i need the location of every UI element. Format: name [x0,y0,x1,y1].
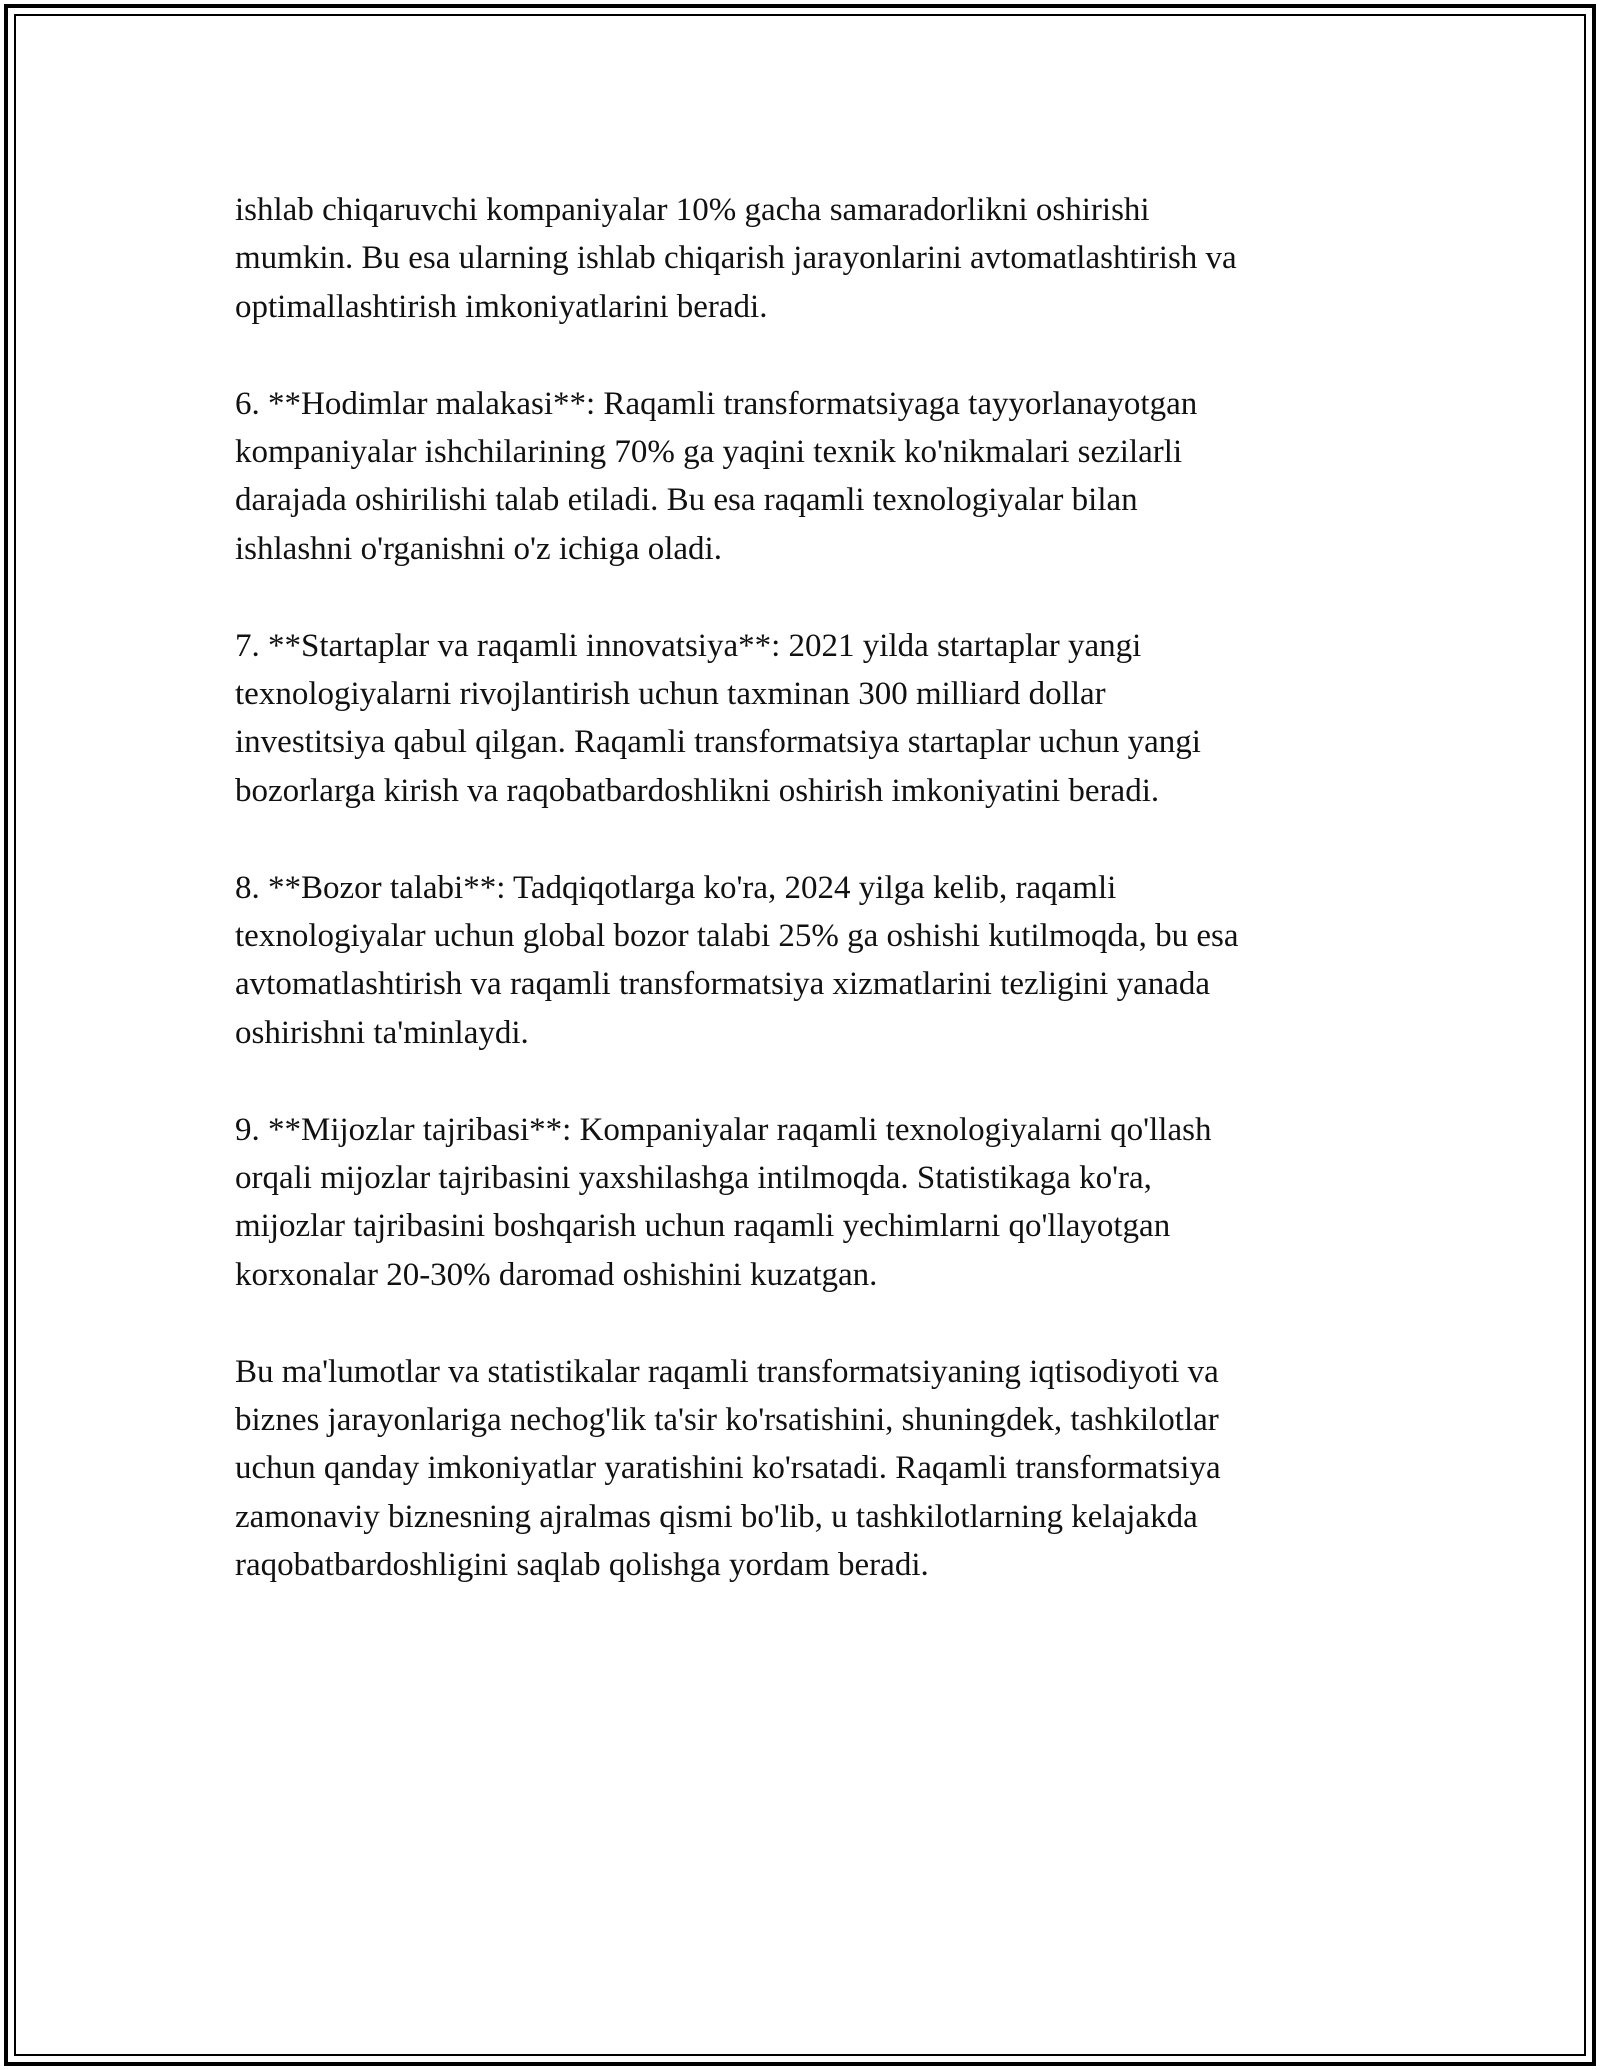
text-line: orqali mijozlar tajribasini yaxshilashga intilmoqda. Statistikaga ko'ra, [235,1160,1152,1197]
document-body [235,186,1365,1638]
text-line: zamonaviy biznesning ajralmas qismi bo'lib, u tashkilotlarning kelajakda [235,1498,1198,1535]
paragraph-conclusion [235,1348,1365,1590]
text-line: 7. **Startaplar va raqamli innovatsiya**: 2021 yilda startaplar yangi [235,627,1142,664]
text-line: ishlab chiqaruvchi kompaniyalar 10% gacha samaradorlikni oshirishi [235,192,1150,228]
text-line: investitsiya qabul qilgan. Raqamli transformatsiya startaplar uchun yangi [235,724,1201,761]
text-line: bozorlarga kirish va raqobatbardoshlikni oshirish imkoniyatini beradi. [235,772,1160,809]
text-line: 9. **Mijozlar tajribasi**: Kompaniyalar raqamli texnologiyalarni qo'llash [235,1111,1212,1148]
paragraph-item-9 [235,1106,1365,1300]
paragraph-item-6 [235,380,1365,574]
text-line: kompaniyalar ishchilarining 70% ga yaqini texnik ko'nikmalari sezilarli [235,434,1183,471]
text-line: raqobatbardoshligini saqlab qolishga yordam beradi. [235,1547,929,1584]
text-line: darajada oshirilishi talab etiladi. Bu esa raqamli texnologiyalar bilan [235,482,1138,519]
text-line: avtomatlashtirish va raqamli transformatsiya xizmatlarini tezligini yanada [235,966,1211,1003]
text-line: Bu ma'lumotlar va statistikalar raqamli transformatsiyaning iqtisodiyoti va [235,1353,1219,1390]
text-line: biznes jarayonlariga nechog'lik ta'sir ko'rsatishini, shuningdek, tashkilotlar [235,1402,1219,1439]
text-line: optimallashtirish imkoniyatlarini beradi. [235,288,768,325]
paragraph-item-8 [235,864,1365,1058]
text-line: mijozlar tajribasini boshqarish uchun raqamli yechimlarni qo'llayotgan [235,1208,1171,1245]
text-line: oshirishni ta'minlaydi. [235,1014,529,1051]
text-line: korxonalar 20-30% daromad oshishini kuzatgan. [235,1256,878,1293]
text-line: 8. **Bozor talabi**: Tadqiqotlarga ko'ra, 2024 yilga kelib, raqamli [235,869,1117,906]
text-line: ishlashni o'rganishni o'z ichiga oladi. [235,530,722,567]
text-line: 6. **Hodimlar malakasi**: Raqamli transformatsiyaga tayyorlanayotgan [235,385,1198,422]
text-line: mumkin. Bu esa ularning ishlab chiqarish jarayonlarini avtomatlashtirish va [235,240,1237,277]
paragraph-item-7 [235,622,1365,816]
text-line: texnologiyalar uchun global bozor talabi 25% ga oshishi kutilmoqda, bu esa [235,918,1239,955]
text-line: uchun qanday imkoniyatlar yaratishini ko'rsatadi. Raqamli transformatsiya [235,1450,1221,1487]
text-line: texnologiyalarni rivojlantirish uchun taxminan 300 milliard dollar [235,676,1106,713]
paragraph-continuation [235,186,1365,331]
